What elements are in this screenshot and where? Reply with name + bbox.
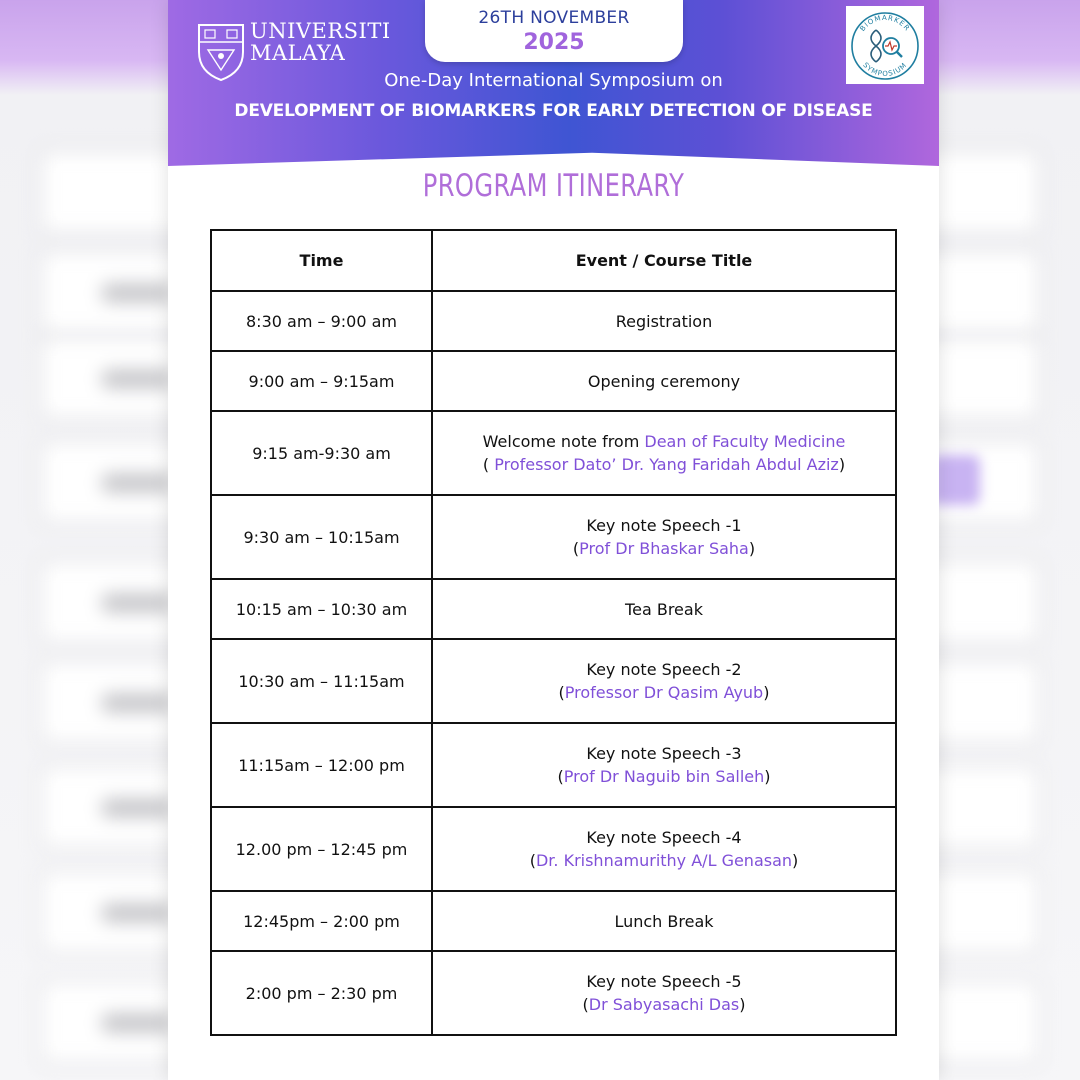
row-time: 9:00 am – 9:15am — [211, 351, 432, 411]
speaker-open: ( — [482, 455, 495, 474]
row-event — [432, 639, 896, 723]
table-row — [211, 351, 896, 411]
event-date-year: 2025 — [523, 30, 585, 55]
speaker-close: ) — [838, 455, 846, 474]
row-time: 12.00 pm – 12:45 pm — [211, 807, 432, 891]
event-date-day: 26TH NOVEMBER — [478, 8, 630, 28]
event-line: Key note Speech -5 — [586, 972, 742, 991]
table-row — [211, 579, 896, 639]
badge-text-bottom: SYMPOSIUM — [861, 60, 909, 79]
event-line: Key note Speech -1 — [586, 516, 742, 535]
event-title: DEVELOPMENT OF BIOMARKERS FOR EARLY DETECTION OF DISEASE — [234, 101, 873, 121]
institution-line2: MALAYA — [250, 41, 346, 65]
row-event — [432, 807, 896, 891]
event-date — [425, 0, 683, 62]
event-column-header: Event / Course Title — [432, 230, 896, 291]
table-row — [211, 639, 896, 723]
speaker-name: Dr Sabyasachi Das — [588, 995, 740, 1014]
table-row — [211, 291, 896, 351]
row-time: 10:30 am – 11:15am — [211, 639, 432, 723]
badge-text-top: BIOMARKER — [858, 13, 912, 33]
row-event — [432, 723, 896, 807]
event-line: Key note Speech -3 — [586, 744, 742, 763]
event-line: Key note Speech -2 — [586, 660, 742, 679]
speaker-close: ) — [763, 683, 770, 702]
speaker-name: Prof Dr Naguib bin Salleh — [563, 767, 765, 786]
speaker-open: ( — [558, 683, 565, 702]
row-event — [432, 951, 896, 1035]
itinerary-table — [210, 229, 897, 1036]
table-row — [211, 951, 896, 1035]
row-time: 2:00 pm – 2:30 pm — [211, 951, 432, 1035]
speaker-line — [439, 993, 889, 1016]
table-header-row — [211, 230, 896, 291]
speaker-open: ( — [582, 995, 589, 1014]
speaker-name: Prof Dr Bhaskar Saha — [579, 539, 749, 558]
row-time: 9:15 am-9:30 am — [211, 411, 432, 495]
speaker-open: ( — [557, 767, 564, 786]
row-event: Registration — [432, 291, 896, 351]
event-highlight: Dean of Faculty Medicine — [644, 432, 846, 451]
event-line: Key note Speech -4 — [586, 828, 742, 847]
speaker-close: ) — [748, 539, 756, 558]
row-event: Opening ceremony — [432, 351, 896, 411]
speaker-line — [439, 453, 889, 476]
row-event: Lunch Break — [432, 891, 896, 951]
row-event: Tea Break — [432, 579, 896, 639]
speaker-open: ( — [529, 851, 536, 870]
table-row — [211, 411, 896, 495]
event-prefix: Welcome note from — [482, 432, 645, 451]
row-event — [432, 411, 896, 495]
time-column-header: Time — [211, 230, 432, 291]
row-time: 8:30 am – 9:00 am — [211, 291, 432, 351]
row-time: 11:15am – 12:00 pm — [211, 723, 432, 807]
institution-line1: UNIVERSITI — [250, 19, 391, 43]
speaker-close: ) — [739, 995, 746, 1014]
table-row — [211, 807, 896, 891]
table-row — [211, 891, 896, 951]
speaker-line — [439, 681, 889, 704]
row-time: 9:30 am – 10:15am — [211, 495, 432, 579]
itinerary-heading: PROGRAM ITINERARY — [422, 168, 685, 204]
speaker-name: Professor Dr Qasim Ayub — [564, 683, 764, 702]
event-subtitle: One-Day International Symposium on — [384, 70, 723, 91]
row-time: 10:15 am – 10:30 am — [211, 579, 432, 639]
institution-name — [250, 20, 391, 64]
row-event — [432, 495, 896, 579]
speaker-close: ) — [792, 851, 799, 870]
svg-text:BIOMARKER — [859, 14, 912, 33]
speaker-line — [439, 765, 889, 788]
table-row — [211, 723, 896, 807]
speaker-line — [439, 537, 889, 560]
event-line — [439, 430, 889, 453]
speaker-close: ) — [764, 767, 771, 786]
table-row — [211, 495, 896, 579]
speaker-name: Dr. Krishnamurithy A/L Genasan — [535, 851, 793, 870]
speaker-name: Professor Dato’ Dr. Yang Faridah Abdul Aziz — [494, 455, 839, 474]
row-time: 12:45pm – 2:00 pm — [211, 891, 432, 951]
speaker-open: ( — [572, 539, 580, 558]
speaker-line — [439, 849, 889, 872]
